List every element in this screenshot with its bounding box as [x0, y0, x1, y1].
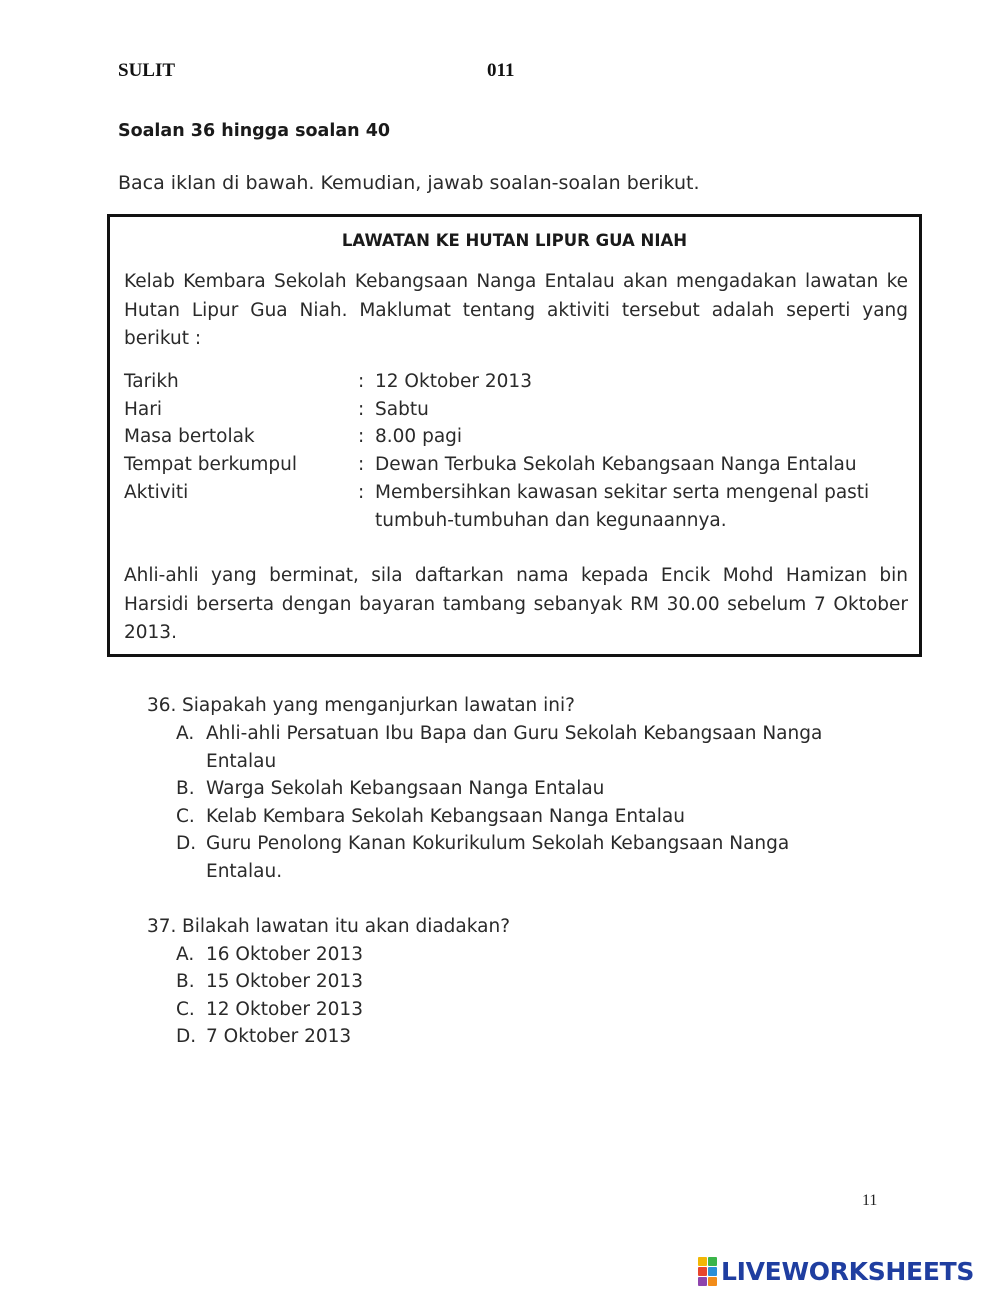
question-text: Siapakah yang menganjurkan lawatan ini? — [182, 695, 575, 716]
option-text: 12 Oktober 2013 — [206, 999, 363, 1020]
option-letter: A. — [176, 723, 195, 744]
option-letter: B. — [176, 778, 195, 799]
detail-row-tarikh — [124, 368, 904, 396]
detail-colon: : — [358, 371, 365, 392]
detail-label: Masa bertolak — [124, 426, 255, 447]
detail-colon: : — [358, 482, 365, 503]
q37-option-d[interactable] — [176, 1023, 856, 1051]
logo-cube — [708, 1277, 717, 1286]
logo-cube — [698, 1277, 707, 1286]
question-number: 37. — [147, 916, 177, 937]
option-text: Ahli-ahli Persatuan Ibu Bapa dan Guru Sekolah Kebangsaan Nanga Entalau — [206, 723, 823, 772]
detail-value: 8.00 pagi — [375, 426, 463, 447]
question-36 — [147, 692, 847, 720]
option-text: 15 Oktober 2013 — [206, 971, 363, 992]
q36-option-c[interactable] — [176, 803, 856, 831]
notice-title: LAWATAN KE HUTAN LIPUR GUA NIAH — [341, 231, 688, 250]
option-letter: D. — [176, 833, 197, 854]
notice-closing: Ahli-ahli yang berminat, sila daftarkan nama kepada Encik Mohd Hamizan bin Harsidi berserta dengan bayaran tambang sebanyak RM 30.00 sebelum 7 Oktober 2013. — [124, 565, 908, 643]
detail-value: Dewan Terbuka Sekolah Kebangsaan Nanga Entalau — [375, 454, 857, 475]
detail-value: Membersihkan kawasan sekitar serta mengenal pasti tumbuh-tumbuhan dan kegunaannya. — [375, 482, 870, 531]
option-letter: C. — [176, 806, 195, 827]
logo-cube — [698, 1267, 707, 1276]
option-text: Guru Penolong Kanan Kokurikulum Sekolah Kebangsaan Nanga Entalau. — [206, 833, 790, 882]
option-text: Warga Sekolah Kebangsaan Nanga Entalau — [206, 778, 605, 799]
q36-option-b[interactable] — [176, 775, 856, 803]
logo-cube — [708, 1257, 717, 1266]
instruction-text: Baca iklan di bawah. Kemudian, jawab soalan-soalan berikut. — [118, 172, 700, 194]
detail-label: Hari — [124, 399, 162, 420]
detail-row-masa — [124, 423, 904, 451]
logo-wordmark: LIVEWORKSHEETS — [721, 1256, 975, 1286]
option-letter: D. — [176, 1026, 197, 1047]
option-text: 7 Oktober 2013 — [206, 1026, 352, 1047]
liveworksheets-logo[interactable] — [698, 1255, 974, 1287]
question-number: 36. — [147, 695, 177, 716]
option-letter: A. — [176, 944, 195, 965]
page-number: 11 — [862, 1192, 878, 1209]
detail-row-tempat — [124, 451, 904, 479]
detail-colon: : — [358, 426, 365, 447]
detail-label: Tempat berkumpul — [124, 454, 298, 475]
detail-label: Tarikh — [124, 371, 179, 392]
q36-option-d[interactable] — [176, 830, 856, 886]
logo-cube — [708, 1267, 717, 1276]
logo-cube — [698, 1257, 707, 1266]
option-letter: C. — [176, 999, 195, 1020]
notice-box — [107, 214, 922, 657]
detail-value: 12 Oktober 2013 — [375, 371, 532, 392]
header-code: 011 — [487, 60, 515, 81]
question-text: Bilakah lawatan itu akan diadakan? — [182, 916, 511, 937]
detail-colon: : — [358, 399, 365, 420]
q37-option-b[interactable] — [176, 968, 856, 996]
header-sulit: SULIT — [118, 60, 176, 81]
detail-value: Sabtu — [375, 399, 429, 420]
detail-colon: : — [358, 454, 365, 475]
detail-row-hari — [124, 396, 904, 424]
section-heading: Soalan 36 hingga soalan 40 — [118, 121, 391, 141]
question-37 — [147, 913, 847, 941]
q37-option-c[interactable] — [176, 996, 856, 1024]
option-text: 16 Oktober 2013 — [206, 944, 363, 965]
detail-row-aktiviti — [124, 479, 904, 535]
option-letter: B. — [176, 971, 195, 992]
logo-cubes-icon — [698, 1257, 717, 1286]
detail-label: Aktiviti — [124, 482, 189, 503]
notice-intro: Kelab Kembara Sekolah Kebangsaan Nanga Entalau akan mengadakan lawatan ke Hutan Lipur Gua Niah. Maklumat tentang aktiviti tersebut adalah seperti yang berikut : — [124, 271, 908, 349]
q37-option-a[interactable] — [176, 941, 856, 969]
q36-option-a[interactable] — [176, 720, 856, 776]
option-text: Kelab Kembara Sekolah Kebangsaan Nanga Entalau — [206, 806, 685, 827]
